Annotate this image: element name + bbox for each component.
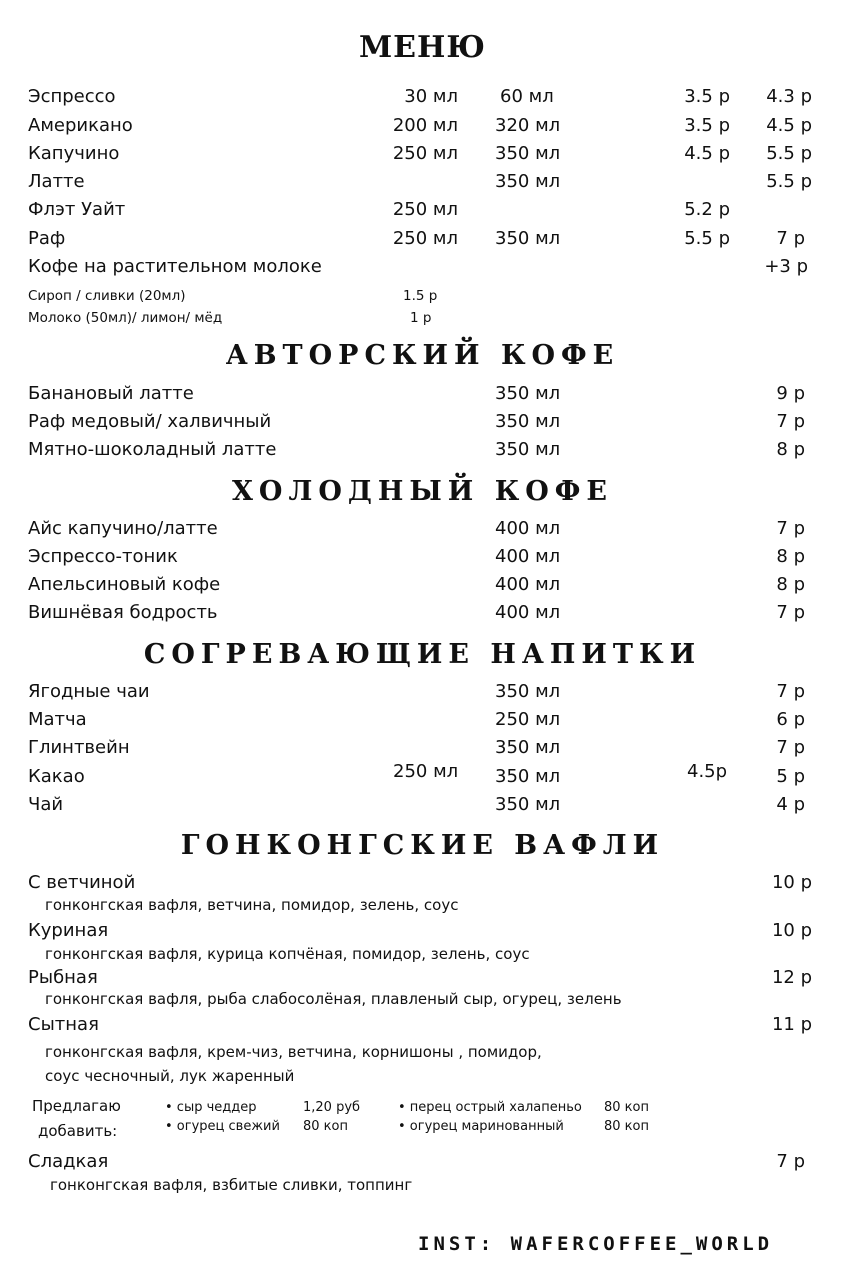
list-item-price: 8 р [776,574,805,595]
list-item-volume: 350 мл [495,439,561,460]
menu-item-name: Латте [28,171,85,192]
list-item-volume: 250 мл [393,761,459,782]
list-item-volume: 350 мл [495,794,561,815]
menu-item-volume: 320 мл [495,115,561,136]
section-title-author-coffee: АВТОРСКИЙ КОФЕ [225,340,620,371]
list-item-name: Матча [28,709,87,730]
list-item-volume: 350 мл [495,383,561,404]
list-item-price: 5 р [776,766,805,787]
section-title-warming-drinks: СОГРЕВАЮЩИЕ НАПИТКИ [143,639,702,670]
extra-name: Сироп / сливки (20мл) [28,288,186,304]
list-item-price: 7 р [776,737,805,758]
list-item-name: Айс капучино/латте [28,518,218,539]
menu-item-price: +3 р [764,256,808,277]
list-item-price: 7 р [776,411,805,432]
menu-item-name: Раф [28,228,66,249]
list-item-price: 4.5р [687,761,728,782]
menu-item-volume: 250 мл [392,143,458,164]
list-item-price: 7 р [776,602,805,623]
menu-item-volume: 200 мл [392,115,458,136]
list-item-price: 4 р [776,794,805,815]
menu-item-volume: 350 мл [495,228,561,249]
menu-item-price: 7 р [776,228,805,249]
section-title-waffles: ГОНКОНГСКИЕ ВАФЛИ [180,830,665,861]
list-item-name: Банановый латте [28,383,194,404]
menu-item-name: Капучино [28,143,120,164]
menu-item-price: 4.5 р [684,143,730,164]
waffle-price: 10 р [771,872,812,893]
waffle-name: С ветчиной [28,872,136,893]
list-item-volume: 250 мл [495,709,561,730]
addon-price: 80 коп [604,1100,649,1115]
menu-item-volume: 250 мл [392,199,458,220]
addon-name: • огурец маринованный [398,1119,564,1134]
menu-item-name: Американо [28,115,133,136]
list-item-price: 8 р [776,439,805,460]
list-item-price: 9 р [776,383,805,404]
waffle-name: Сытная [28,1014,99,1035]
list-item-name: Эспрессо-тоник [28,546,178,567]
list-item-price: 8 р [776,546,805,567]
menu-item-price: 5.5 р [766,171,812,192]
extra-price: 1.5 р [403,288,438,304]
menu-item-price: 5.5 р [684,228,730,249]
waffle-price: 7 р [776,1151,805,1172]
list-item-name: Какао [28,766,85,787]
menu-item-volume: 350 мл [495,171,561,192]
menu-item-volume: 250 мл [392,228,458,249]
menu-item-volume: 350 мл [495,143,561,164]
list-item-volume: 350 мл [495,766,561,787]
extra-price: 1 р [410,310,432,326]
waffle-description: соус чесночный, лук жаренный [45,1067,295,1085]
addon-price: 80 коп [604,1119,649,1134]
addon-price: 1,20 руб [303,1100,361,1115]
waffle-description: гонконгская вафля, ветчина, помидор, зелень, соус [45,896,459,914]
instagram-handle: INST: WAFERCOFFEE_WORLD [418,1233,774,1255]
list-item-name: Ягодные чаи [28,681,150,702]
list-item-volume: 350 мл [495,411,561,432]
list-item-name: Апельсиновый кофе [28,574,221,595]
waffle-price: 10 р [771,920,812,941]
waffle-price: 12 р [771,967,812,988]
page-title: МЕНЮ [358,30,487,65]
list-item-price: 7 р [776,518,805,539]
list-item-name: Мятно-шоколадный латте [28,439,277,460]
menu-item-volume: 30 мл [404,86,458,107]
menu-item-volume: 60 мл [500,86,554,107]
waffle-name: Сладкая [28,1151,109,1172]
addon-name: • сыр чеддер [165,1100,257,1115]
menu-item-name: Флэт Уайт [28,199,126,220]
menu-item-name: Кофе на растительном молоке [28,256,322,277]
list-item-volume: 350 мл [495,681,561,702]
addon-name: • перец острый халапеньо [398,1100,582,1115]
list-item-volume: 400 мл [495,602,561,623]
waffle-description: гонконгская вафля, взбитые сливки, топпинг [50,1176,413,1194]
waffle-name: Куриная [28,920,109,941]
menu-item-price: 5.5 р [766,143,812,164]
extra-name: Молоко (50мл)/ лимон/ мёд [28,310,223,326]
list-item-price: 6 р [776,709,805,730]
addon-price: 80 коп [303,1119,348,1134]
menu-item-price: 4.5 р [766,115,812,136]
waffle-price: 11 р [771,1014,812,1035]
list-item-name: Раф медовый/ халвичный [28,411,272,432]
section-title-cold-coffee: ХОЛОДНЫЙ КОФЕ [231,476,613,507]
list-item-volume: 400 мл [495,546,561,567]
addons-label: добавить: [38,1122,118,1140]
menu-item-price: 3.5 р [684,86,730,107]
waffle-description: гонконгская вафля, крем-чиз, ветчина, корнишоны , помидор, [45,1043,542,1061]
list-item-name: Вишнёвая бодрость [28,602,218,623]
addons-label: Предлагаю [32,1097,121,1115]
list-item-volume: 400 мл [495,518,561,539]
menu-item-price: 4.3 р [766,86,812,107]
waffle-description: гонконгская вафля, курица копчёная, помидор, зелень, соус [45,945,530,963]
menu-item-price: 5.2 р [684,199,730,220]
waffle-description: гонконгская вафля, рыба слабосолёная, плавленый сыр, огурец, зелень [45,990,622,1008]
menu-item-price: 3.5 р [684,115,730,136]
addon-name: • огурец свежий [165,1119,280,1134]
list-item-volume: 400 мл [495,574,561,595]
list-item-price: 7 р [776,681,805,702]
list-item-volume: 350 мл [495,737,561,758]
waffle-name: Рыбная [28,967,98,988]
menu-item-name: Эспрессо [28,86,116,107]
list-item-name: Глинтвейн [28,737,130,758]
list-item-name: Чай [28,794,64,815]
